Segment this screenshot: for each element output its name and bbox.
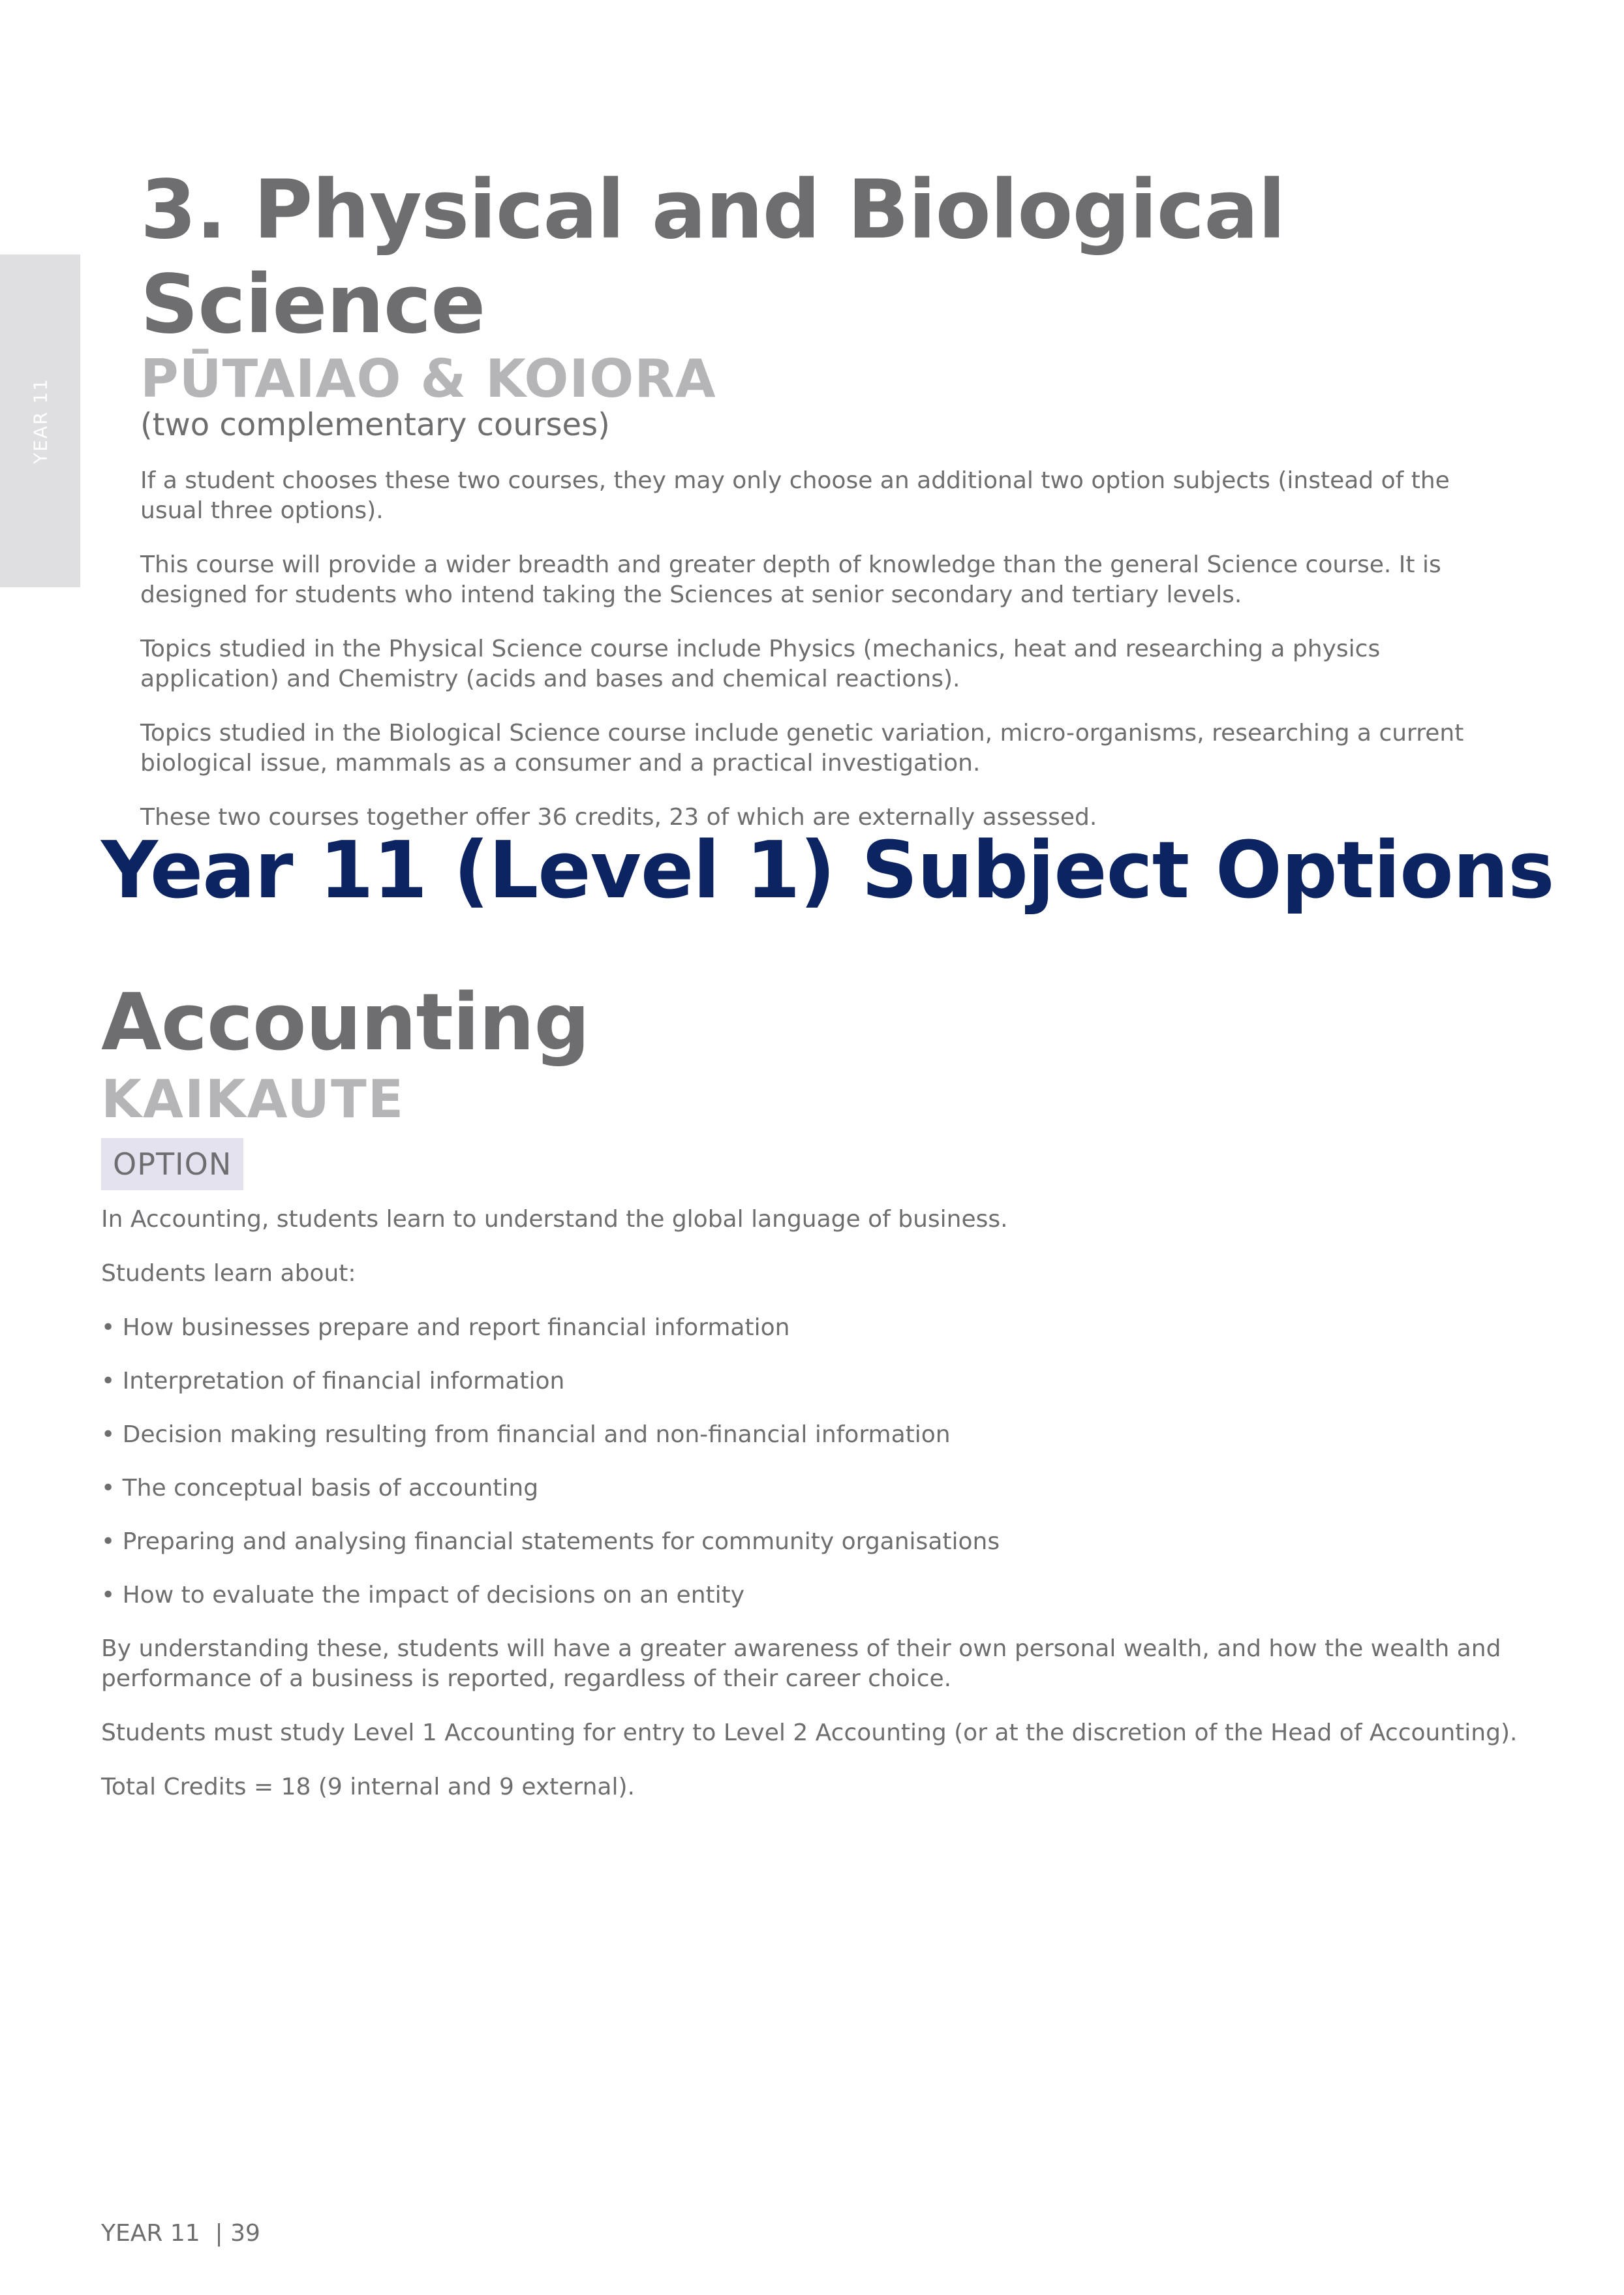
- paragraph: By understanding these, students will have a greater awareness of their own personal wealth, and how the wealth and performance of a business is reported, regardless of their career choice.: [101, 1635, 1501, 1692]
- paragraph: If a student chooses these two courses, they may only choose an additional two option subjects (instead of the usual three options).: [140, 467, 1450, 524]
- year-subject-options-heading: Year 11 (Level 1) Subject Options: [101, 825, 1554, 916]
- list-item: • How to evaluate the impact of decisions on an entity: [101, 1582, 745, 1609]
- accounting-section: [101, 976, 1524, 1826]
- total-credits: Total Credits = 18 (9 internal and 9 external).: [101, 1774, 635, 1800]
- list-item: • How businesses prepare and report financial information: [101, 1314, 790, 1341]
- paragraph: Students must study Level 1 Accounting for entry to Level 2 Accounting (or at the discretion of the Head of Accounting).: [101, 1719, 1518, 1746]
- accounting-title: Accounting: [101, 978, 590, 1068]
- paragraph: Topics studied in the Physical Science course include Physics (mechanics, heat and researching a physics application) and Chemistry (acids and bases and chemical reactions).: [140, 636, 1381, 692]
- section-title: 3. Physical and Biological Science: [140, 163, 1285, 352]
- section-maori-title: PŪTAIAO & KOIORA: [140, 348, 716, 409]
- list-item: • Decision making resulting from financial and non-financial information: [101, 1421, 951, 1448]
- list-item: • Interpretation of financial information: [101, 1368, 565, 1394]
- option-badge: OPTION: [101, 1138, 243, 1190]
- learn-about-label: Students learn about:: [101, 1260, 356, 1287]
- list-item: • Preparing and analysing financial statements for community organisations: [101, 1528, 1000, 1555]
- list-item: • The conceptual basis of accounting: [101, 1475, 539, 1502]
- side-tab-label: YEAR 11: [29, 378, 52, 464]
- section-subtitle: (two complementary courses): [140, 407, 610, 443]
- accounting-intro: In Accounting, students learn to understand the global language of business.: [101, 1206, 1008, 1233]
- paragraph: Topics studied in the Biological Science course include genetic variation, micro-organisms, researching a current biological issue, mammals as a consumer and a practical investigation.: [140, 720, 1464, 777]
- accounting-maori-title: KAIKAUTE: [101, 1069, 405, 1130]
- physical-biological-science-section: [140, 163, 1510, 857]
- page-footer: YEAR 11 | 39: [101, 2220, 260, 2247]
- paragraph: This course will provide a wider breadth and greater depth of knowledge than the general Science course. It is designed for students who intend taking the Sciences at senior secondary and tertiary levels.: [140, 551, 1441, 608]
- learning-topics-list: [101, 1313, 1524, 1610]
- paragraph: These two courses together offer 36 credits, 23 of which are externally assessed.: [140, 804, 1097, 831]
